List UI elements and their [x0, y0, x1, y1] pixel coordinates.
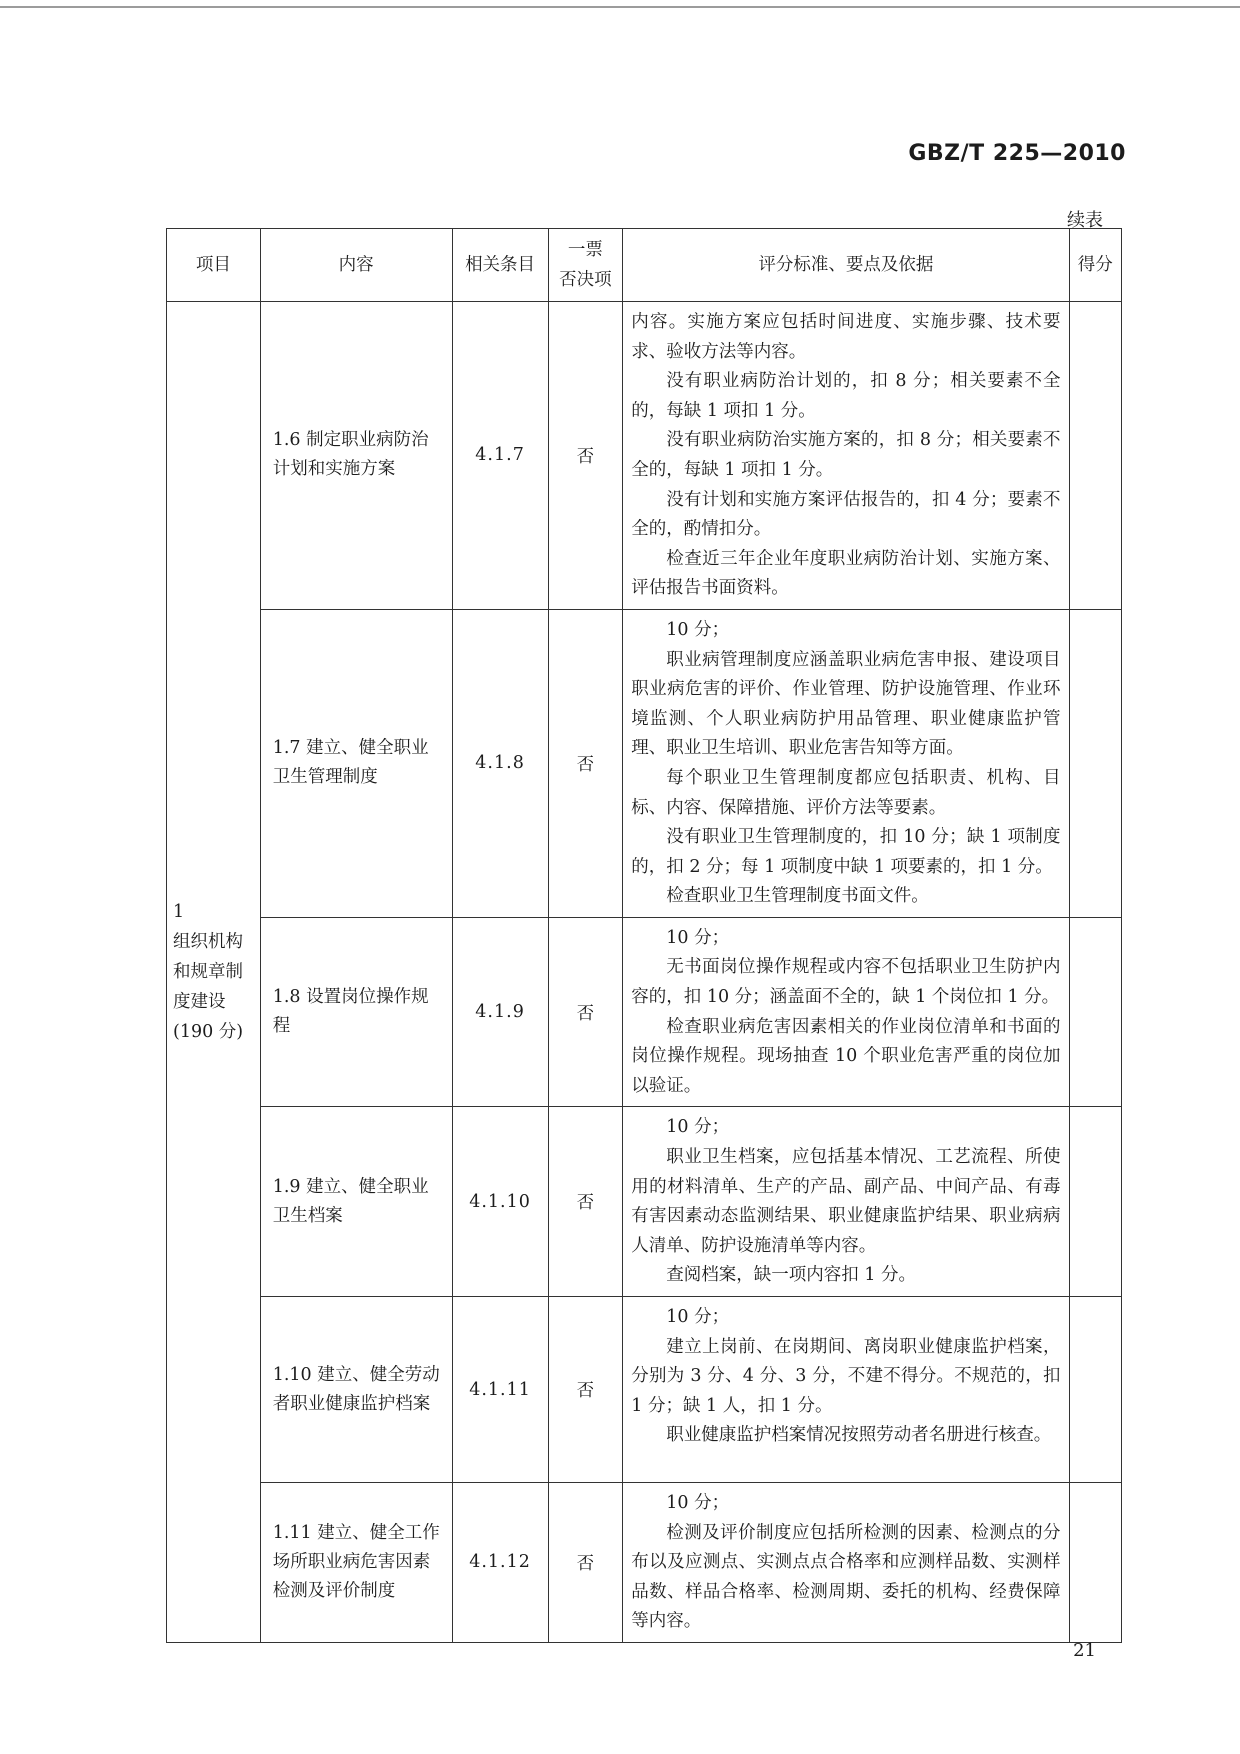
criteria-line: 10 分；	[666, 1117, 730, 1138]
clause-cell: 4.1.8	[452, 609, 548, 917]
veto-cell: 否	[548, 609, 623, 917]
content-cell: 1.11 建立、健全工作场所职业病危害因素检测及评价制度	[260, 1483, 452, 1643]
criteria-line: 检查近三年企业年度职业病防治计划、实施方案、评估报告书面资料。	[631, 548, 1061, 599]
project-name-line1: 组织机构	[173, 931, 243, 952]
criteria-line: 每个职业卫生管理制度都应包括职责、机构、目标、内容、保障措施、评价方法等要素。	[631, 767, 1061, 818]
criteria-line: 没有职业病防治计划的，扣 8 分；相关要素不全的，每缺 1 项扣 1 分。	[631, 371, 1061, 421]
score-cell[interactable]	[1069, 302, 1121, 610]
veto-cell: 否	[548, 302, 623, 610]
criteria-cell	[623, 302, 1069, 610]
criteria-line: 职业病管理制度应涵盖职业病危害申报、建设项目职业病危害的评价、作业管理、防护设施管理、作业环境监测、个人职业病防护用品管理、职业健康监护管理、职业卫生培训、职业危害告知等方面。	[631, 649, 1061, 759]
criteria-cell	[623, 1107, 1069, 1297]
veto-header-line1: 一票	[567, 240, 603, 260]
clause-cell: 4.1.10	[452, 1107, 548, 1297]
criteria-cell	[623, 917, 1069, 1107]
criteria-line: 职业健康监护档案情况按照劳动者名册进行核查。	[666, 1425, 1052, 1446]
clause-cell: 4.1.9	[452, 917, 548, 1107]
content-cell: 1.9 建立、健全职业卫生档案	[260, 1107, 452, 1297]
criteria-cell	[623, 1483, 1069, 1643]
criteria-line: 10 分；	[666, 619, 730, 640]
content-cell: 1.6 制定职业病防治计划和实施方案	[260, 302, 452, 610]
veto-cell: 否	[548, 1107, 623, 1297]
clause-cell: 4.1.12	[452, 1483, 548, 1643]
criteria-cell	[623, 609, 1069, 917]
score-cell[interactable]	[1069, 1483, 1121, 1643]
table-row	[167, 1297, 1122, 1483]
project-number: 1	[173, 901, 185, 922]
project-name-line2: 和规章制	[173, 961, 243, 982]
criteria-line: 10 分；	[666, 1307, 730, 1327]
standard-code: GBZ/T 225—2010	[908, 141, 1126, 166]
criteria-line: 建立上岗前、在岗期间、离岗职业健康监护档案，分别为 3 分、4 分、3 分，不建不得分。不规范的，扣 1 分；缺 1 人，扣 1 分。	[631, 1336, 1061, 1416]
continued-table-label: 续表	[1067, 210, 1103, 231]
veto-cell: 否	[548, 1483, 623, 1643]
project-points: (190 分)	[173, 1021, 244, 1042]
scan-edge-line	[0, 6, 1240, 8]
clause-cell: 4.1.11	[452, 1297, 548, 1483]
criteria-line: 没有职业卫生管理制度的，扣 10 分；缺 1 项制度的，扣 2 分；每 1 项制度中缺 1 项要素的，扣 1 分。	[631, 827, 1061, 877]
column-header-clause: 相关条目	[452, 229, 548, 302]
table-header-row	[167, 229, 1122, 302]
criteria-line: 检查职业卫生管理制度书面文件。	[666, 886, 929, 907]
table-row	[167, 1483, 1122, 1643]
criteria-line: 检测及评价制度应包括所检测的因素、检测点的分布以及应测点、实测点点合格率和应测样品数、实测样品数、样品合格率、检测周期、委托的机构、经费保障等内容。	[631, 1522, 1061, 1632]
column-header-project: 项目	[167, 229, 261, 302]
veto-cell: 否	[548, 1297, 623, 1483]
score-cell[interactable]	[1069, 917, 1121, 1107]
criteria-line: 10 分；	[666, 1493, 730, 1513]
column-header-score: 得分	[1069, 229, 1121, 302]
column-header-veto	[548, 229, 623, 302]
table-row	[167, 609, 1122, 917]
criteria-line: 没有职业病防治实施方案的，扣 8 分；相关要素不全的，每缺 1 项扣 1 分。	[631, 430, 1061, 480]
score-cell[interactable]	[1069, 1297, 1121, 1483]
table-row	[167, 917, 1122, 1107]
clause-cell: 4.1.7	[452, 302, 548, 610]
criteria-line: 无书面岗位操作规程或内容不包括职业卫生防护内容的，扣 10 分；涵盖面不全的，缺 1 个岗位扣 1 分。	[631, 957, 1061, 1008]
criteria-line: 查阅档案，缺一项内容扣 1 分。	[666, 1265, 917, 1286]
column-header-criteria: 评分标准、要点及依据	[623, 229, 1069, 302]
criteria-line: 10 分；	[666, 927, 730, 948]
criteria-line: 内容。实施方案应包括时间进度、实施步骤、技术要求、验收方法等内容。	[631, 312, 1061, 362]
project-cell	[167, 302, 261, 1643]
column-header-content: 内容	[260, 229, 452, 302]
content-cell: 1.7 建立、健全职业卫生管理制度	[260, 609, 452, 917]
scoring-table	[166, 228, 1122, 1643]
criteria-cell	[623, 1297, 1069, 1483]
veto-header-line2: 否决项	[559, 270, 612, 290]
page-number: 21	[1073, 1640, 1096, 1661]
content-cell: 1.10 建立、健全劳动者职业健康监护档案	[260, 1297, 452, 1483]
score-cell[interactable]	[1069, 1107, 1121, 1297]
content-cell: 1.8 设置岗位操作规程	[260, 917, 452, 1107]
criteria-line: 没有计划和实施方案评估报告的，扣 4 分；要素不全的，酌情扣分。	[631, 489, 1061, 540]
criteria-line: 职业卫生档案，应包括基本情况、工艺流程、所使用的材料清单、生产的产品、副产品、中间产品、有毒有害因素动态监测结果、职业健康监护结果、职业病病人清单、防护设施清单等内容。	[631, 1147, 1061, 1256]
table-row	[167, 1107, 1122, 1297]
criteria-line: 检查职业病危害因素相关的作业岗位清单和书面的岗位操作规程。现场抽查 10 个职业危害严重的岗位加以验证。	[631, 1016, 1061, 1096]
veto-cell: 否	[548, 917, 623, 1107]
score-cell[interactable]	[1069, 609, 1121, 917]
project-name-line3: 度建设	[173, 991, 226, 1012]
table-row	[167, 302, 1122, 610]
